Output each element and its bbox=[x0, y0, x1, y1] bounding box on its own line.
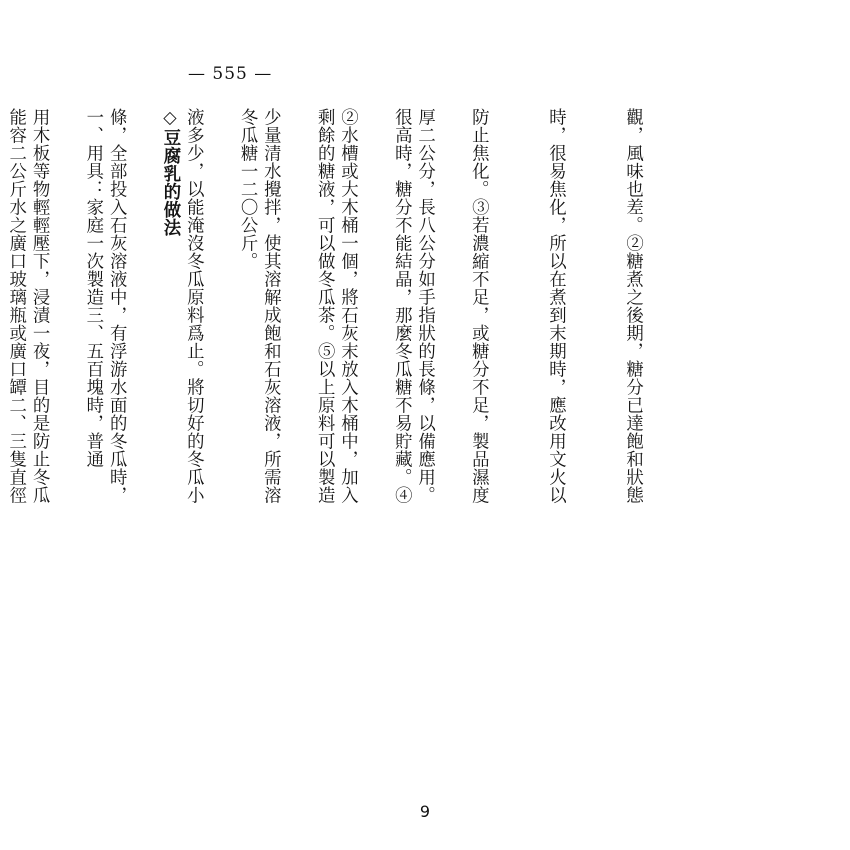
text-column: 條，全部投入石灰溶液中，有浮游水面的冬瓜時， bbox=[106, 108, 127, 504]
page-number: 9 bbox=[419, 802, 431, 821]
text-column: 能容二公斤水之廣口玻璃瓶或廣口罈二、三隻直徑 bbox=[5, 108, 26, 504]
text-column: 觀，風味也差。②糖煮之後期，糖分已達飽和狀態 bbox=[622, 108, 643, 504]
text-column: 剩餘的糖液，可以做冬瓜茶。⑤以上原料可以製造 bbox=[314, 108, 335, 504]
text-column: 厚二公分，長八公分如手指狀的長條，以備應用。 bbox=[414, 108, 435, 504]
text-column: 液多少，以能淹沒冬瓜原料爲止。將切好的冬瓜小 bbox=[183, 108, 204, 504]
text-column: ②水槽或大木桶一個，將石灰末放入木桶中，加入 bbox=[337, 108, 358, 504]
text-column: 很高時，糖分不能結晶，那麼冬瓜糖不易貯藏。④ bbox=[391, 108, 412, 504]
text-column: 冬瓜糖一二〇公斤。 bbox=[237, 108, 258, 270]
text-column: 少量清水攪拌，使其溶解成飽和石灰溶液，所需溶 bbox=[260, 108, 281, 504]
text-column: 時，很易焦化，所以在煮到末期時，應改用文火以 bbox=[545, 108, 566, 504]
text-column: 一、用具：家庭一次製造三、五百塊時，普通 bbox=[82, 108, 103, 468]
section-heading: ◇豆腐乳的做法 bbox=[159, 108, 180, 237]
page-header: — 555 — bbox=[188, 64, 273, 84]
text-column: 用木板等物輕輕壓下，浸漬一夜，目的是防止冬瓜 bbox=[29, 108, 50, 504]
text-column: 防止焦化。③若濃縮不足，或糖分不足，製品濕度 bbox=[468, 108, 489, 504]
